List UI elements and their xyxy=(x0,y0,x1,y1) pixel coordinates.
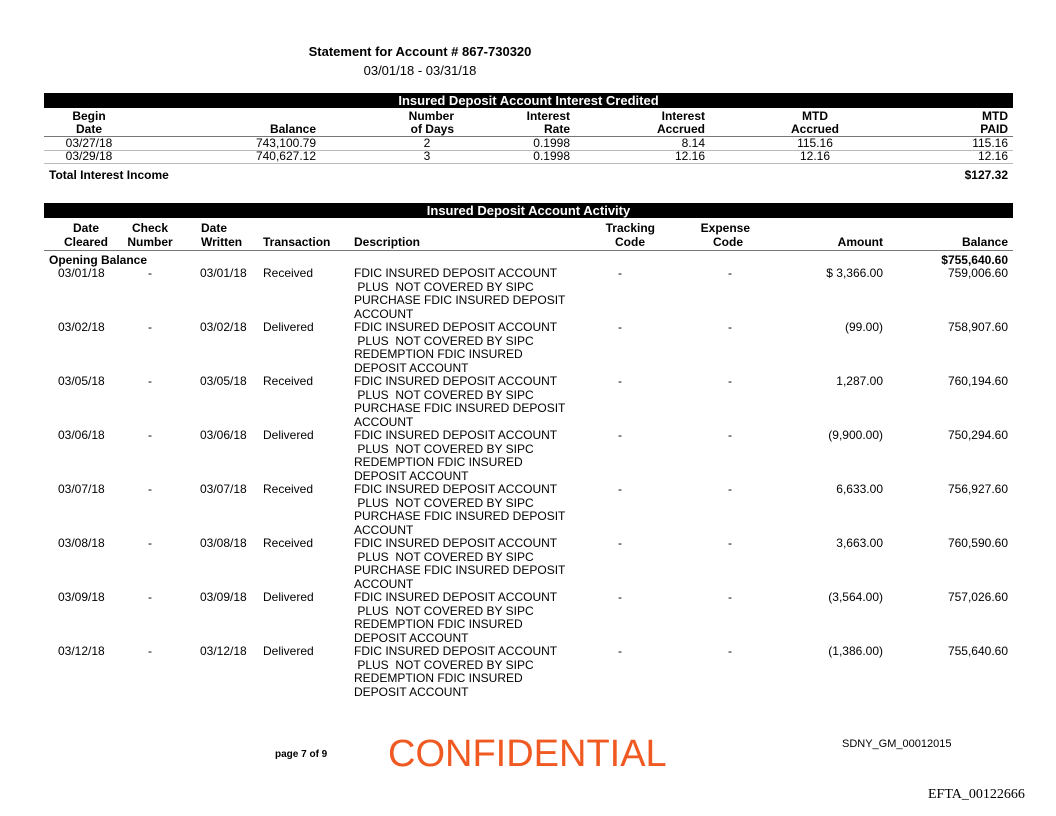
row-balance: 760,194.60 xyxy=(947,374,1008,388)
row-date-written: 03/06/18 xyxy=(200,428,247,442)
efta-number: EFTA_00122666 xyxy=(928,787,1025,802)
hdr-date-written-1: Date xyxy=(201,221,228,235)
interest-date: 03/29/18 xyxy=(65,149,113,163)
row-date-cleared: 03/07/18 xyxy=(58,482,105,496)
row-transaction: Delivered xyxy=(263,644,314,658)
row-description: FDIC INSURED DEPOSIT ACCOUNT PLUS NOT COVERED BY SIPC PURCHASE FDIC INSURED DEPOSIT ACCOUNT xyxy=(354,536,566,591)
row-amount: (9,900.00) xyxy=(828,428,883,442)
hdr-of-days: of Days xyxy=(410,122,454,136)
row-transaction: Received xyxy=(263,536,314,550)
interest-days: 3 xyxy=(423,149,431,163)
row-date-cleared: 03/06/18 xyxy=(58,428,105,442)
row-date-written: 03/05/18 xyxy=(200,374,247,388)
interest-banner: Insured Deposit Account Interest Credited xyxy=(44,93,1013,108)
row-date-written: 03/02/18 xyxy=(200,320,247,334)
row-check-number: - xyxy=(148,266,152,280)
row-transaction: Delivered xyxy=(263,320,314,334)
row-tracking-code: - xyxy=(618,644,622,658)
hdr-check-number-1: Check xyxy=(131,221,169,235)
hdr-expense-code-2: Code xyxy=(713,235,743,249)
interest-accrued: 12.16 xyxy=(674,149,705,163)
row-expense-code: - xyxy=(728,536,732,550)
row-date-cleared: 03/12/18 xyxy=(58,644,105,658)
hdr-date-cleared-1: Date xyxy=(72,221,99,235)
row-check-number: - xyxy=(148,320,152,334)
row-amount: 6,633.00 xyxy=(836,482,883,496)
row-date-cleared: 03/01/18 xyxy=(58,266,105,280)
bates-number: SDNY_GM_00012015 xyxy=(842,738,952,750)
activity-banner: Insured Deposit Account Activity xyxy=(44,203,1013,218)
hdr-date-cleared-2: Cleared xyxy=(63,235,109,249)
mtd-accrued: 115.16 xyxy=(797,136,833,150)
interest-balance: 740,627.12 xyxy=(255,149,316,163)
hdr-mtd-paid-2: PAID xyxy=(980,122,1008,136)
row-amount: (99.00) xyxy=(844,320,883,334)
row-description: FDIC INSURED DEPOSIT ACCOUNT PLUS NOT COVERED BY SIPC REDEMPTION FDIC INSURED DEPOSIT ACCOUNT xyxy=(354,590,558,645)
hdr-interest-accrued-1: Interest xyxy=(661,109,705,123)
row-amount: $ 3,366.00 xyxy=(826,266,883,280)
row-tracking-code: - xyxy=(618,590,622,604)
hdr-check-number-2: Number xyxy=(127,235,173,249)
row-date-cleared: 03/09/18 xyxy=(58,590,105,604)
row-balance: 757,026.60 xyxy=(947,590,1008,604)
hdr-amount: Amount xyxy=(837,235,883,249)
hdr-mtd-accrued-1: MTD xyxy=(802,109,828,123)
row-amount: 1,287.00 xyxy=(836,374,883,388)
row-amount: (3,564.00) xyxy=(828,590,883,604)
row-date-written: 03/01/18 xyxy=(200,266,247,280)
row-expense-code: - xyxy=(728,320,732,334)
hdr-tracking-code-1: Tracking xyxy=(605,221,655,235)
statement-period: 03/01/18 - 03/31/18 xyxy=(363,63,477,78)
row-transaction: Delivered xyxy=(263,590,314,604)
row-date-cleared: 03/05/18 xyxy=(58,374,105,388)
row-balance: 756,927.60 xyxy=(947,482,1008,496)
row-description: FDIC INSURED DEPOSIT ACCOUNT PLUS NOT COVERED BY SIPC PURCHASE FDIC INSURED DEPOSIT ACCOUNT xyxy=(354,482,566,537)
interest-date: 03/27/18 xyxy=(65,136,113,150)
row-check-number: - xyxy=(148,482,152,496)
opening-balance-label: Opening Balance xyxy=(49,253,148,267)
row-transaction: Received xyxy=(263,374,314,388)
row-tracking-code: - xyxy=(618,266,622,280)
row-description: FDIC INSURED DEPOSIT ACCOUNT PLUS NOT COVERED BY SIPC PURCHASE FDIC INSURED DEPOSIT ACCOUNT xyxy=(354,266,566,321)
hdr-expense-code-1: Expense xyxy=(700,221,750,235)
row-check-number: - xyxy=(148,536,152,550)
row-date-cleared: 03/08/18 xyxy=(58,536,105,550)
interest-days: 2 xyxy=(423,136,431,150)
hdr-interest-rate-2: Rate xyxy=(543,122,570,136)
hdr-description: Description xyxy=(354,235,421,249)
row-date-written: 03/07/18 xyxy=(200,482,247,496)
interest-row-rule xyxy=(44,163,1013,164)
row-balance: 750,294.60 xyxy=(947,428,1008,442)
hdr-interest-rate-1: Interest xyxy=(526,109,570,123)
row-tracking-code: - xyxy=(618,482,622,496)
row-tracking-code: - xyxy=(618,536,622,550)
mtd-paid: 115.16 xyxy=(972,136,1008,150)
row-description: FDIC INSURED DEPOSIT ACCOUNT PLUS NOT COVERED BY SIPC REDEMPTION FDIC INSURED DEPOSIT ACCOUNT xyxy=(354,320,558,375)
row-balance: 758,907.60 xyxy=(947,320,1008,334)
row-description: FDIC INSURED DEPOSIT ACCOUNT PLUS NOT COVERED BY SIPC PURCHASE FDIC INSURED DEPOSIT ACCOUNT xyxy=(354,374,566,429)
row-balance: 759,006.60 xyxy=(947,266,1008,280)
activity-header-rule xyxy=(44,250,1013,251)
row-transaction: Delivered xyxy=(263,428,314,442)
interest-rate: 0.1998 xyxy=(533,149,570,163)
row-check-number: - xyxy=(148,374,152,388)
row-transaction: Received xyxy=(263,482,314,496)
row-balance: 760,590.60 xyxy=(947,536,1008,550)
row-transaction: Received xyxy=(263,266,314,280)
hdr-mtd-accrued-2: Accrued xyxy=(790,122,840,136)
row-amount: (1,386.00) xyxy=(828,644,883,658)
row-check-number: - xyxy=(148,590,152,604)
total-interest-label: Total Interest Income xyxy=(49,168,169,182)
row-expense-code: - xyxy=(728,590,732,604)
hdr-tracking-code-2: Code xyxy=(615,235,645,249)
mtd-paid: 12.16 xyxy=(977,149,1008,163)
row-description: FDIC INSURED DEPOSIT ACCOUNT PLUS NOT COVERED BY SIPC REDEMPTION FDIC INSURED DEPOSIT ACCOUNT xyxy=(354,428,558,483)
mtd-accrued: 12.16 xyxy=(799,149,831,163)
hdr-transaction: Transaction xyxy=(263,235,331,249)
opening-balance-value: $755,640.60 xyxy=(941,253,1008,267)
row-description: FDIC INSURED DEPOSIT ACCOUNT PLUS NOT COVERED BY SIPC REDEMPTION FDIC INSURED DEPOSIT ACCOUNT xyxy=(354,644,558,699)
hdr-date: Date xyxy=(75,122,102,136)
row-check-number: - xyxy=(148,428,152,442)
row-expense-code: - xyxy=(728,644,732,658)
row-expense-code: - xyxy=(728,482,732,496)
row-amount: 3,663.00 xyxy=(836,536,883,550)
interest-balance: 743,100.79 xyxy=(255,136,316,150)
row-date-written: 03/12/18 xyxy=(200,644,247,658)
row-tracking-code: - xyxy=(618,374,622,388)
row-expense-code: - xyxy=(728,374,732,388)
row-check-number: - xyxy=(148,644,152,658)
total-interest-value: $127.32 xyxy=(964,168,1008,182)
hdr-balance: Balance xyxy=(961,235,1008,249)
interest-accrued: 8.14 xyxy=(681,136,705,150)
confidential-stamp: CONFIDENTIAL xyxy=(388,733,667,775)
page-number: page 7 of 9 xyxy=(275,749,328,760)
hdr-number: Number xyxy=(408,109,454,123)
row-date-cleared: 03/02/18 xyxy=(58,320,105,334)
row-tracking-code: - xyxy=(618,320,622,334)
hdr-date-written-2: Written xyxy=(201,235,243,249)
hdr-balance: Balance xyxy=(269,122,316,136)
row-balance: 755,640.60 xyxy=(947,644,1008,658)
statement-title: Statement for Account # 867-730320 xyxy=(308,44,532,59)
row-expense-code: - xyxy=(728,428,732,442)
hdr-interest-accrued-2: Accrued xyxy=(656,122,705,136)
row-tracking-code: - xyxy=(618,428,622,442)
hdr-mtd-paid-1: MTD xyxy=(982,109,1008,123)
row-date-written: 03/09/18 xyxy=(200,590,247,604)
row-date-written: 03/08/18 xyxy=(200,536,247,550)
interest-rate: 0.1998 xyxy=(533,136,570,150)
hdr-begin: Begin xyxy=(72,109,106,123)
row-expense-code: - xyxy=(728,266,732,280)
